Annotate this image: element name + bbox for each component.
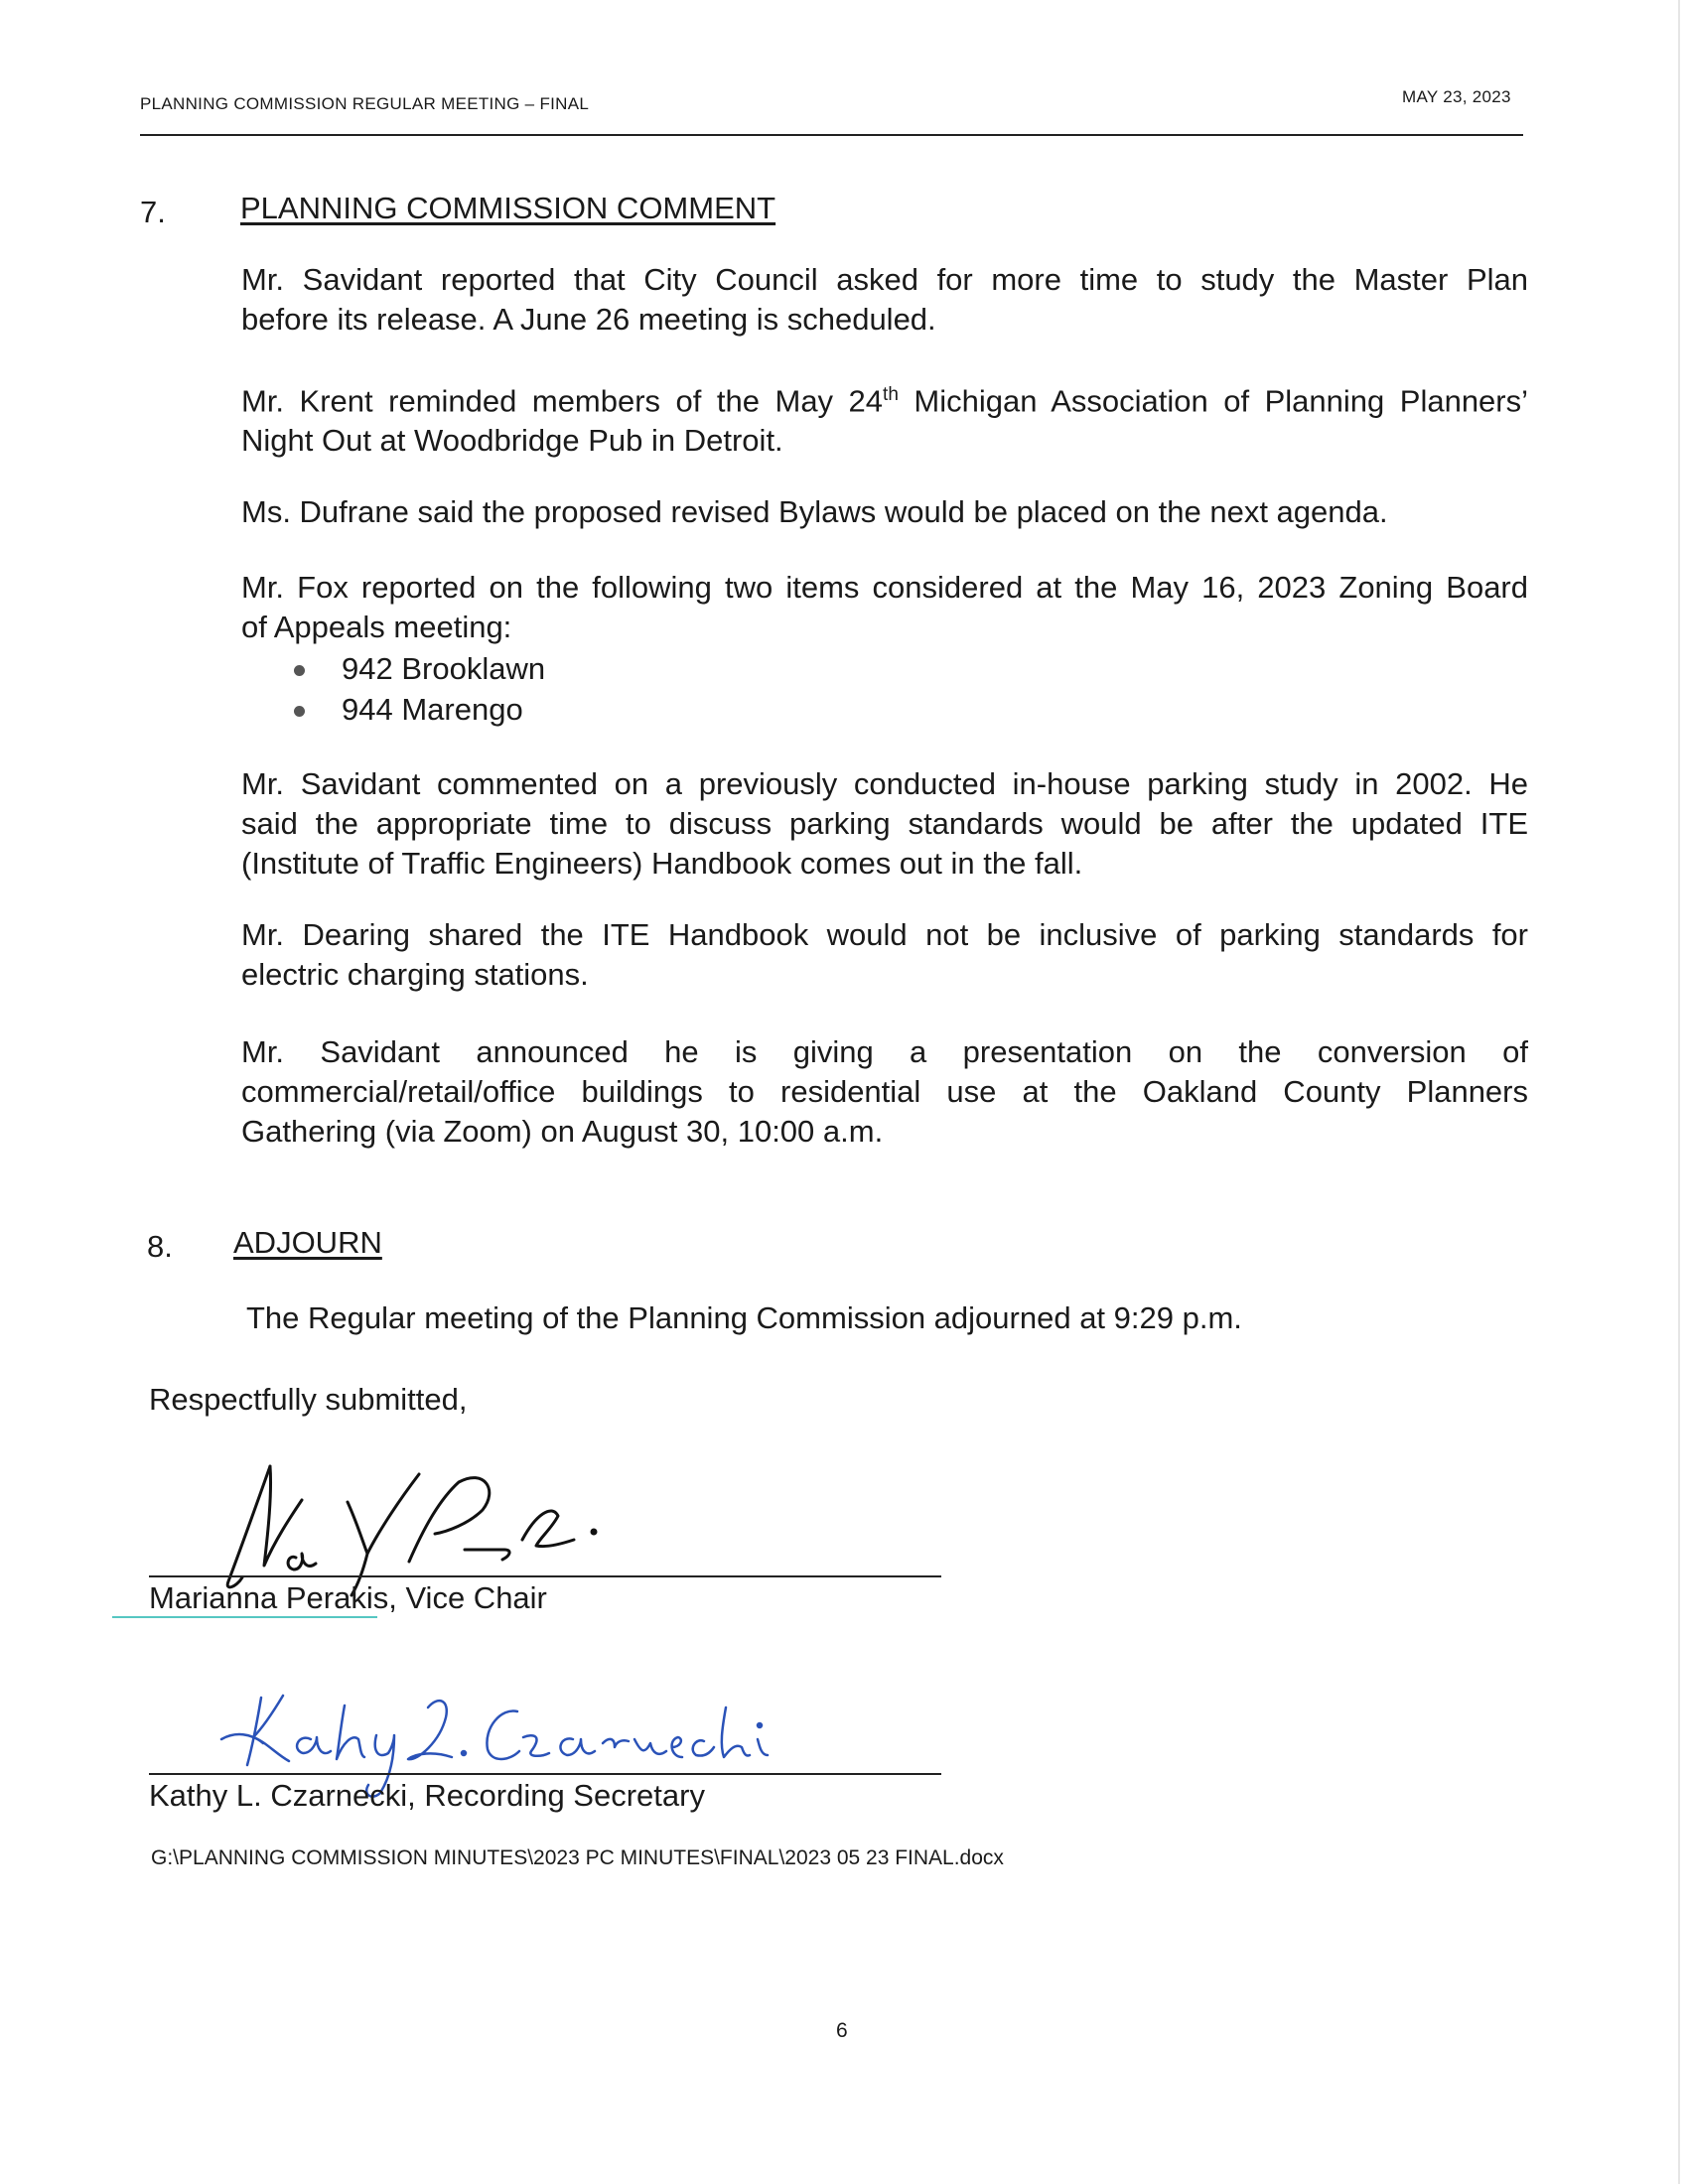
- para-line: commercial/retail/office buildings to residential use at the Oakland County Planners: [241, 1074, 1528, 1109]
- signature-name-perakis: Marianna Perakis, Vice Chair: [149, 1580, 547, 1615]
- page-number: 6: [836, 2019, 848, 2042]
- paragraph-savidant-parking-study: [241, 764, 1528, 884]
- bullet-text: 944 Marengo: [342, 692, 523, 727]
- signature-name-czarnecki: Kathy L. Czarnecki, Recording Secretary: [149, 1778, 705, 1813]
- para-line: (Institute of Traffic Engineers) Handbook comes out in the fall.: [241, 846, 1083, 881]
- adjourn-text: The Regular meeting of the Planning Commission adjourned at 9:29 p.m.: [246, 1300, 1242, 1335]
- section-8-number: 8.: [147, 1229, 173, 1264]
- bullet-text: 942 Brooklawn: [342, 651, 546, 686]
- signature-line: [149, 1773, 941, 1775]
- superscript-th: th: [883, 384, 899, 405]
- file-path: G:\PLANNING COMMISSION MINUTES\2023 PC MINUTES\FINAL\2023 05 23 FINAL.docx: [151, 1846, 1004, 1869]
- paragraph-dufrane-bylaws: [241, 492, 1528, 532]
- section-8-heading: ADJOURN: [233, 1225, 382, 1260]
- closing-text: Respectfully submitted,: [149, 1382, 468, 1417]
- signature-accent-line: [112, 1616, 377, 1618]
- para-line: Night Out at Woodbridge Pub in Detroit.: [241, 423, 783, 459]
- para-line: Gathering (via Zoom) on August 30, 10:00 a.m.: [241, 1114, 884, 1149]
- paragraph-savidant-presentation: [241, 1032, 1528, 1152]
- signature-line: [149, 1575, 941, 1577]
- para-line: before its release. A June 26 meeting is scheduled.: [241, 302, 936, 337]
- para-line: said the appropriate time to discuss parking standards would be after the updated ITE: [241, 806, 1528, 841]
- para-line: of Appeals meeting:: [241, 610, 512, 644]
- para-line: Ms. Dufrane said the proposed revised Bylaws would be placed on the next agenda.: [241, 494, 1388, 529]
- paragraph-fox-zba: [241, 568, 1528, 647]
- header-date: MAY 23, 2023: [1402, 87, 1511, 106]
- para-line: Mr. Savidant reported that City Council asked for more time to study the Master Plan: [241, 262, 1528, 297]
- para-line: Mr. Savidant commented on a previously conducted in-house parking study in 2002. He: [241, 766, 1528, 801]
- para-line: Mr. Dearing shared the ITE Handbook would not be inclusive of parking standards for: [241, 917, 1528, 952]
- paragraph-dearing-ite: [241, 915, 1528, 995]
- bullet-icon: [294, 706, 305, 717]
- header-title: PLANNING COMMISSION REGULAR MEETING – FINAL: [140, 94, 590, 113]
- para-text: Michigan Association of Planning Planners’: [898, 383, 1529, 419]
- para-line: electric charging stations.: [241, 957, 589, 992]
- scan-edge: [1678, 0, 1680, 2184]
- paragraph-krent-reminder: [241, 375, 1528, 461]
- para-line: Mr. Fox reported on the following two items considered at the May 16, 2023 Zoning Board: [241, 570, 1528, 605]
- para-line: Mr. Savidant announced he is giving a presentation on the conversion of: [241, 1034, 1528, 1069]
- section-7-heading: PLANNING COMMISSION COMMENT: [240, 191, 776, 225]
- section-7-number: 7.: [140, 195, 166, 229]
- para-line: [241, 375, 1528, 421]
- bullet-icon: [294, 665, 305, 676]
- header-rule: [140, 134, 1523, 136]
- paragraph-savidant-master-plan: [241, 260, 1528, 340]
- para-text: Mr. Krent reminded members of the May 24: [241, 383, 884, 419]
